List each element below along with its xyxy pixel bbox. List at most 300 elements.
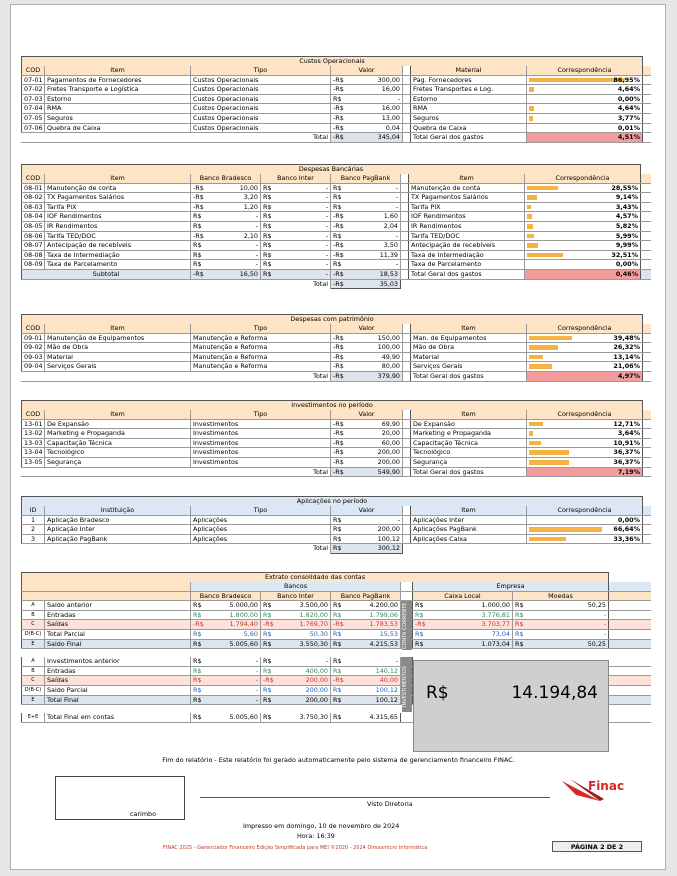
code-cell: 08-04 — [21, 212, 45, 221]
account-value — [261, 611, 331, 620]
amount: - — [395, 183, 398, 192]
amount: 1,60 — [383, 212, 398, 221]
code-cell: 09-01 — [21, 334, 45, 343]
line-label: Entradas — [45, 611, 191, 620]
amount: 50,30 — [309, 629, 328, 638]
column-gap — [403, 343, 411, 352]
currency: -R$ — [193, 202, 204, 211]
group-spacer — [21, 582, 191, 591]
item-cell: Fretes Transportes e Log. — [411, 85, 527, 94]
type-cell: Aplicações — [191, 525, 331, 534]
amount: 1.820,00 — [299, 610, 328, 619]
currency: R$ — [193, 666, 202, 675]
line-label: Total Final em contas — [45, 713, 191, 722]
line-label: Saldo Final — [45, 640, 191, 649]
amount: 200,00 — [305, 676, 328, 685]
amount: - — [325, 183, 328, 192]
amount: 1.769,70 — [299, 620, 328, 629]
percent-bar-cell — [527, 420, 643, 429]
column-gap — [403, 334, 411, 343]
item-cell: IOF Rendimentos — [409, 212, 525, 221]
type-cell: Custos Operacionais — [191, 76, 331, 85]
code-cell: 13-01 — [21, 420, 45, 429]
column-header: Banco PagBank — [331, 592, 401, 601]
percent-bar-cell — [527, 458, 643, 467]
value-cell — [331, 420, 403, 429]
line-code: B — [21, 667, 45, 676]
investment-value — [191, 696, 261, 705]
invest-section — [21, 400, 651, 477]
type-cell: Investimentos — [191, 429, 331, 438]
company-value — [513, 640, 609, 649]
column-gap — [401, 232, 409, 241]
code-cell: 08-09 — [21, 260, 45, 269]
column-gap — [403, 372, 411, 381]
item-cell: IOF Rendimentos — [45, 212, 191, 221]
column-header: Item — [45, 324, 191, 333]
percent-value: 26,32% — [613, 343, 640, 352]
percent-value: 0,01% — [617, 123, 640, 132]
value-cell — [331, 95, 403, 104]
line-code: E+E — [21, 713, 45, 722]
table-cell: ID — [21, 506, 45, 515]
bank-value-cell — [191, 193, 261, 202]
final-value — [191, 713, 261, 722]
bank-value-cell — [331, 203, 401, 212]
extrato-row — [21, 620, 651, 630]
column-gap — [403, 535, 411, 544]
currency: -R$ — [333, 133, 344, 142]
line-code: C — [21, 676, 45, 685]
currency: R$ — [263, 601, 272, 610]
grand-total-percent: 7,19% — [527, 468, 643, 477]
signature-line — [200, 797, 550, 798]
code-cell: 13-02 — [21, 429, 45, 438]
total-label: Total — [311, 133, 331, 142]
amount: 100,12 — [377, 534, 400, 543]
percent-value: 13,14% — [613, 352, 640, 361]
grand-total-percent: 4,51% — [527, 133, 643, 142]
percent-value: 32,51% — [611, 250, 638, 259]
amount: 18,53 — [379, 269, 398, 278]
currency: R$ — [333, 685, 342, 694]
amount: - — [255, 695, 258, 704]
currency: -R$ — [193, 231, 204, 240]
amount: 73,04 — [491, 629, 510, 638]
amount: 3.550,30 — [299, 639, 328, 648]
final-value — [331, 713, 401, 722]
amount: 50,25 — [587, 639, 606, 648]
custos-row — [21, 124, 651, 134]
line-code: B — [21, 611, 45, 620]
footer-credits: FINAC 2025 - Gerenciador Financeiro Edição Simplificada para MEI ©2020 - 2024 Dimasmicro Informática — [163, 845, 428, 851]
amount: - — [325, 260, 328, 269]
aplic-row — [21, 535, 651, 545]
company-value — [513, 611, 609, 620]
amount: 15,53 — [379, 629, 398, 638]
column-gap — [401, 582, 413, 591]
company-value — [513, 630, 609, 639]
amount: - — [255, 241, 258, 250]
amount: 4.200,00 — [369, 601, 398, 610]
currency: R$ — [193, 676, 202, 685]
amount: - — [255, 657, 258, 666]
amount: 35,03 — [379, 279, 398, 288]
custos-title: Custos Operacionais — [21, 56, 643, 66]
amount: - — [325, 241, 328, 250]
balance-currency: R$ — [426, 683, 449, 703]
column-gap — [403, 104, 411, 113]
aplic-row — [21, 525, 651, 535]
column-header: Tipo — [191, 324, 331, 333]
amount: 3,50 — [383, 241, 398, 250]
code-cell: 09-03 — [21, 353, 45, 362]
grand-total-percent: 0,46% — [525, 270, 641, 279]
currency: R$ — [515, 629, 524, 638]
amount: - — [325, 269, 328, 278]
percent-bar-cell — [527, 525, 643, 534]
percent-bar-cell — [525, 260, 641, 269]
item-cell: Manutenção de conta — [409, 184, 525, 193]
currency: R$ — [333, 260, 342, 269]
bank-value-cell — [331, 193, 401, 202]
item-cell: Taxa de Intermediação — [45, 251, 191, 260]
value-cell — [331, 362, 403, 371]
blank-row — [21, 649, 651, 657]
total-row — [21, 372, 651, 382]
item-cell: De Expansão — [411, 420, 527, 429]
amount: 200,00 — [377, 525, 400, 534]
column-header: Caixa Local — [413, 592, 513, 601]
code-cell: 09-04 — [21, 362, 45, 371]
value-cell — [331, 76, 403, 85]
table-cell: Item — [411, 506, 527, 515]
investment-value — [331, 686, 401, 695]
value-cell — [331, 114, 403, 123]
patrimonio-row — [21, 362, 651, 372]
company-value — [413, 620, 513, 629]
currency: -R$ — [333, 352, 344, 361]
percent-bar-cell — [525, 222, 641, 231]
invest-header-row — [21, 410, 651, 420]
percent-value: 10,91% — [613, 438, 640, 447]
amount: 300,12 — [377, 544, 400, 553]
currency: R$ — [333, 610, 342, 619]
column-gap — [401, 241, 409, 250]
currency: R$ — [263, 260, 272, 269]
table-cell: COD — [21, 174, 45, 183]
printed-date: Impresso em domingo, 10 de novembro de 2024 — [243, 822, 400, 830]
total-label: Total — [311, 280, 331, 290]
currency: R$ — [193, 713, 202, 722]
bancos-title: Despesas Bancárias — [21, 164, 641, 174]
line-label: Total Final — [45, 696, 191, 705]
amount: 150,00 — [377, 333, 400, 342]
amount: 4.315,65 — [369, 713, 398, 722]
percent-value: 3,43% — [615, 202, 638, 211]
code-cell: 08-08 — [21, 251, 45, 260]
column-gap — [403, 76, 411, 85]
account-value — [261, 630, 331, 639]
currency: R$ — [263, 629, 272, 638]
currency: -R$ — [333, 333, 344, 342]
currency: R$ — [333, 713, 342, 722]
invest-row — [21, 420, 651, 430]
column-header: Tipo — [191, 66, 331, 75]
amount: 60,00 — [381, 438, 400, 447]
column-gap — [403, 410, 411, 419]
extrato-section — [21, 572, 651, 723]
code-cell: 08-06 — [21, 232, 45, 241]
amount: 1.000,00 — [481, 601, 510, 610]
line-code: A — [21, 601, 45, 610]
item-cell: Antecipação de recebíveis — [45, 241, 191, 250]
item-cell: Man. de Equipamentos — [411, 334, 527, 343]
value-cell — [331, 353, 403, 362]
currency: R$ — [263, 695, 272, 704]
amount: 80,00 — [381, 362, 400, 371]
value-cell — [331, 448, 403, 457]
table-cell: Banco Bradesco — [191, 174, 261, 183]
amount: 1.799,06 — [369, 610, 398, 619]
total-value — [331, 468, 403, 477]
percent-value: 36,37% — [613, 448, 640, 457]
currency: -R$ — [333, 467, 344, 476]
line-label: Saídas — [45, 620, 191, 629]
percent-bar-cell — [527, 343, 643, 352]
value-cell — [331, 124, 403, 133]
bancos-row — [21, 232, 651, 242]
column-gap — [401, 270, 409, 279]
code-cell: 13-04 — [21, 448, 45, 457]
column-header: Valor — [331, 66, 403, 75]
bancos-row — [21, 241, 651, 251]
amount: - — [325, 657, 328, 666]
currency: R$ — [333, 695, 342, 704]
bancos-row — [21, 251, 651, 261]
percent-value: 4,57% — [615, 212, 638, 221]
grand-total-percent: 4,97% — [527, 372, 643, 381]
item-cell: Marketing e Propaganda — [411, 429, 527, 438]
item-cell: TX Pagamentos Salários — [45, 193, 191, 202]
type-cell: Manutenção e Reforma — [191, 343, 331, 352]
percent-bar-cell — [527, 429, 643, 438]
currency: R$ — [193, 260, 202, 269]
percent-bar-cell — [527, 334, 643, 343]
amount: - — [325, 202, 328, 211]
column-gap — [401, 203, 409, 212]
currency: -R$ — [193, 183, 204, 192]
currency: -R$ — [333, 241, 344, 250]
currency: -R$ — [333, 212, 344, 221]
amount: - — [255, 212, 258, 221]
line-label: Saídas — [45, 676, 191, 685]
item-cell: Pag. Fornecedores — [411, 76, 527, 85]
column-header: Banco Bradesco — [191, 592, 261, 601]
code-cell: 07-01 — [21, 76, 45, 85]
column-gap — [401, 260, 409, 269]
investment-value — [261, 667, 331, 676]
item-cell: Segurança — [45, 458, 191, 467]
final-value — [261, 713, 331, 722]
account-value — [331, 620, 401, 629]
code-cell: 07-06 — [21, 124, 45, 133]
side-label-investments: INVESTIMENTOS — [402, 662, 412, 712]
currency: R$ — [333, 525, 342, 534]
currency: R$ — [193, 601, 202, 610]
percent-bar-cell — [527, 535, 643, 544]
column-header: COD — [21, 410, 45, 419]
company-value — [513, 601, 609, 610]
column-gap — [401, 592, 413, 601]
currency: -R$ — [193, 269, 204, 278]
total-spacer — [21, 468, 311, 477]
item-cell: Aplicações PagBank — [411, 525, 527, 534]
percent-bar-cell — [525, 203, 641, 212]
percent-bar-cell — [527, 114, 643, 123]
percent-value: 5,82% — [615, 221, 638, 230]
amount: - — [397, 515, 400, 524]
amount: - — [325, 193, 328, 202]
company-value — [413, 640, 513, 649]
item-cell: Quebra de Caixa — [45, 124, 191, 133]
amount: 5.005,60 — [229, 713, 258, 722]
bank-value-cell — [331, 260, 401, 269]
currency: R$ — [263, 183, 272, 192]
bank-value-cell — [261, 260, 331, 269]
percent-value: 9,14% — [615, 193, 638, 202]
total-row — [21, 468, 651, 478]
amount: - — [325, 212, 328, 221]
item-cell: RMA — [411, 104, 527, 113]
custos-row — [21, 114, 651, 124]
percent-value: 4,64% — [617, 85, 640, 94]
column-gap — [403, 458, 411, 467]
column-gap — [403, 124, 411, 133]
currency: R$ — [415, 610, 424, 619]
group-company: Empresa — [413, 582, 609, 591]
bank-value-cell — [331, 184, 401, 193]
currency: -R$ — [333, 419, 344, 428]
currency: -R$ — [333, 113, 344, 122]
amount: 16,00 — [381, 85, 400, 94]
account-value — [331, 640, 401, 649]
currency: R$ — [193, 212, 202, 221]
amount: - — [603, 629, 606, 638]
percent-bar-cell — [525, 241, 641, 250]
currency: R$ — [263, 657, 272, 666]
amount: - — [255, 676, 258, 685]
item-cell: Manutenção de Equipamentos — [45, 334, 191, 343]
column-header: Correspondência — [527, 66, 643, 75]
currency: R$ — [515, 610, 524, 619]
account-value — [191, 640, 261, 649]
currency: R$ — [193, 685, 202, 694]
currency: R$ — [333, 666, 342, 675]
currency: -R$ — [193, 620, 204, 629]
investment-value — [191, 676, 261, 685]
amount: 400,00 — [305, 666, 328, 675]
amount: 1.073,04 — [481, 639, 510, 648]
line-code: E — [21, 640, 45, 649]
type-cell: Investimentos — [191, 420, 331, 429]
amount: - — [395, 202, 398, 211]
printed-time: Hora: 16:39 — [297, 832, 335, 840]
total-label: Total — [311, 544, 331, 554]
item-cell: Pagamentos de Fornecedores — [45, 76, 191, 85]
amount: 140,12 — [375, 666, 398, 675]
percent-value: 39,48% — [613, 333, 640, 342]
bank-value-cell — [261, 241, 331, 250]
column-header: Correspondência — [527, 324, 643, 333]
currency: R$ — [415, 639, 424, 648]
percent-bar-cell — [527, 516, 643, 525]
column-gap — [403, 429, 411, 438]
bank-value-cell — [331, 232, 401, 241]
percent-bar-cell — [527, 85, 643, 94]
percent-value: 4,64% — [617, 104, 640, 113]
item-cell: Taxa de Intermediação — [409, 251, 525, 260]
currency: R$ — [263, 269, 272, 278]
investment-value — [261, 676, 331, 685]
amount: 5,60 — [243, 629, 258, 638]
patrimonio-row — [21, 334, 651, 344]
currency: R$ — [193, 250, 202, 259]
column-gap — [403, 525, 411, 534]
page-number: PÁGINA 2 DE 2 — [552, 841, 642, 852]
line-code: D(B-C) — [21, 686, 45, 695]
currency: R$ — [333, 534, 342, 543]
item-cell: Mão de Obra — [411, 343, 527, 352]
total-value — [331, 372, 403, 381]
consolidated-balance-box — [413, 660, 609, 752]
item-cell: Fretes Transporte e Logística — [45, 85, 191, 94]
currency: -R$ — [333, 343, 344, 352]
invest-row — [21, 429, 651, 439]
investment-value — [331, 657, 401, 666]
item-cell: De Expansão — [45, 420, 191, 429]
amount: 20,00 — [381, 429, 400, 438]
investment-value — [331, 667, 401, 676]
grand-total-label: Total Geral dos gastos — [409, 270, 525, 279]
currency: R$ — [333, 639, 342, 648]
column-header: Moedas — [513, 592, 609, 601]
custos-row — [21, 95, 651, 105]
bancos-row — [21, 222, 651, 232]
value-cell — [331, 525, 403, 534]
amount: 549,90 — [377, 467, 400, 476]
extrato-header-row — [21, 592, 651, 602]
total-value — [331, 544, 403, 554]
item-cell: Taxa de Parcelamento — [45, 260, 191, 269]
currency: R$ — [263, 193, 272, 202]
item-cell: Aplicações Inter — [411, 516, 527, 525]
currency: R$ — [193, 639, 202, 648]
column-gap — [403, 133, 411, 142]
line-code: A — [21, 657, 45, 666]
finac-logo — [560, 775, 640, 815]
amount: 13,00 — [381, 113, 400, 122]
type-cell: Manutenção e Reforma — [191, 334, 331, 343]
column-gap — [403, 66, 411, 75]
currency: R$ — [263, 231, 272, 240]
percent-value: 0,00% — [617, 94, 640, 103]
item-cell: Aplicações Caixa — [411, 535, 527, 544]
currency: R$ — [193, 241, 202, 250]
amount: - — [325, 221, 328, 230]
currency: R$ — [193, 695, 202, 704]
item-cell: Quebra de Caixa — [411, 124, 527, 133]
